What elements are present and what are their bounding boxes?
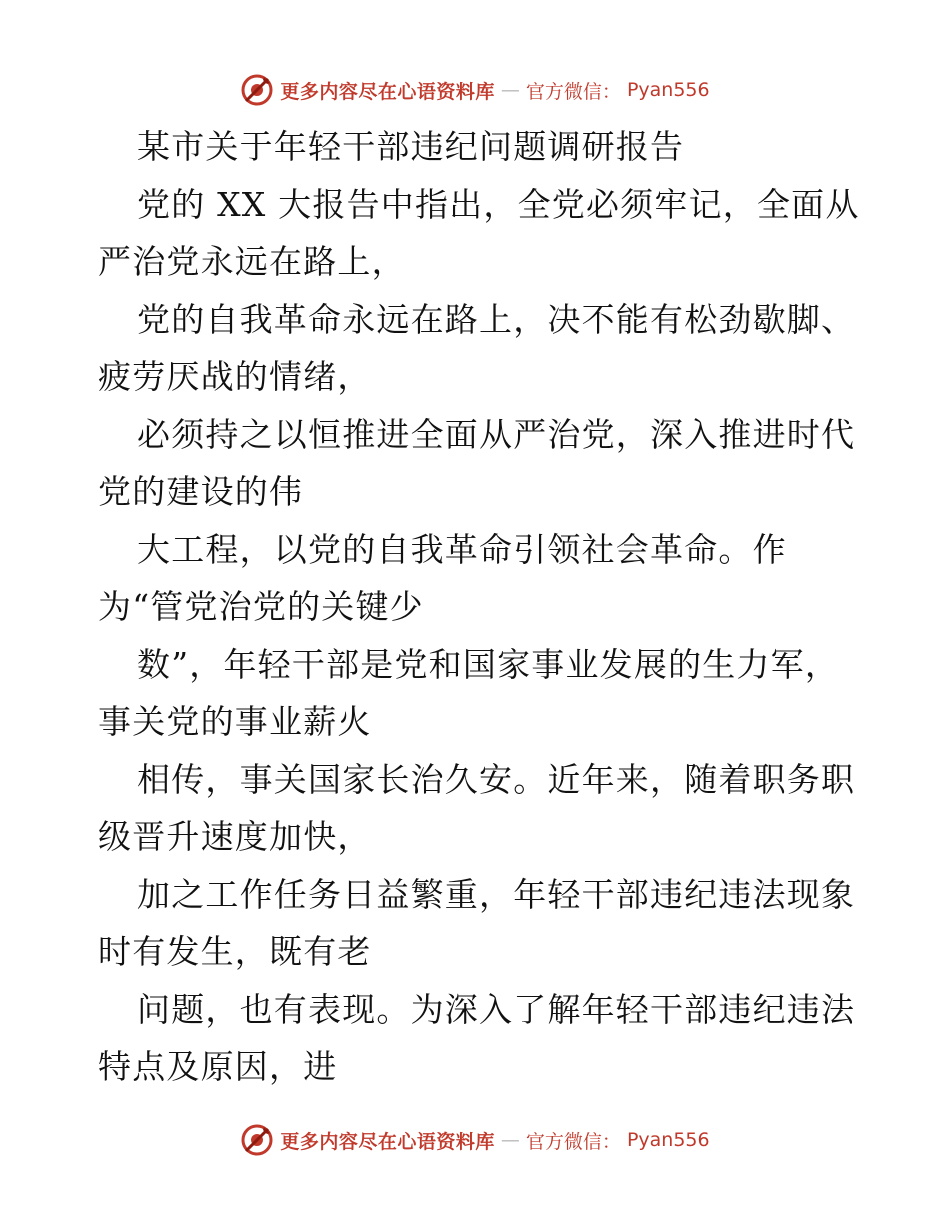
text-line: 严治党永远在路上， [98, 242, 406, 281]
text-line: 必须持之以恒推进全面从严治党，深入推进时代 [137, 414, 856, 454]
text-line: 问题，也有表现。为深入了解年轻干部违纪违法 [137, 989, 856, 1029]
footer-banner [0, 1120, 950, 1160]
text-line: 相传，事关国家长治久安。近年来，随着职务职 [137, 759, 856, 799]
text-line: 为“管党治党的关键少 [98, 587, 424, 626]
footer-banner-wechat-id: Pyan556 [626, 1129, 710, 1151]
footer-banner-dash: — [500, 1129, 520, 1151]
header-banner-dash: — [500, 79, 520, 101]
text-line: 党的自我革命永远在路上，决不能有松劲歇脚、 [137, 299, 856, 339]
logo-icon [240, 73, 274, 107]
text-line: 疲劳厌战的情绪， [98, 357, 372, 396]
text-line: 时有发生，既有老 [98, 932, 372, 971]
header-banner-label: 官方微信： [525, 80, 621, 103]
text-line: 加之工作任务日益繁重，年轻干部违纪违法现象 [137, 874, 856, 914]
footer-banner-text: 更多内容尽在心语资料库 [280, 1130, 495, 1153]
text-line: 党的 XX 大报告中指出，全党必须牢记，全面从 [137, 184, 860, 224]
header-banner-text: 更多内容尽在心语资料库 [280, 80, 495, 103]
header-banner [0, 70, 950, 110]
text-line: 级晋升速度加快， [98, 817, 372, 856]
header-banner-wechat-id: Pyan556 [626, 79, 710, 101]
footer-banner-label: 官方微信： [525, 1130, 621, 1153]
document-body [98, 118, 858, 1096]
text-line: 事关党的事业薪火 [98, 702, 372, 741]
text-line: 特点及原因，进 [98, 1047, 338, 1086]
text-line: 党的建设的伟 [98, 472, 304, 511]
logo-icon [240, 1123, 274, 1157]
text-line: 大工程，以党的自我革命引领社会革命。作 [137, 529, 787, 569]
text-line: 数”，年轻干部是党和国家事业发展的生力军， [137, 644, 840, 684]
document-title: 某市关于年轻干部违纪问题调研报告 [137, 127, 685, 166]
